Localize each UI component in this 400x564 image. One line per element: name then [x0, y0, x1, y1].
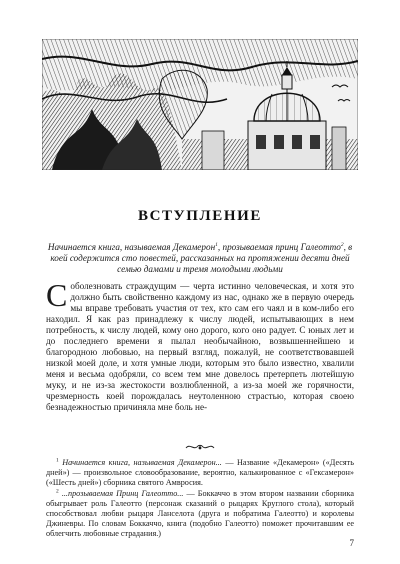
body-paragraph [46, 277, 354, 413]
subtitle-part-1: Начинается книга, называемая Декамерон [47, 242, 216, 253]
footnote-1-marker: 1 [56, 457, 59, 464]
page-number: 7 [349, 538, 354, 548]
footnotes [46, 458, 354, 540]
florence-cathedral-engraving [42, 39, 358, 170]
engraving-svg [42, 39, 358, 170]
footnote-2-lemma: ...прозываемая Принц Галеотто... [58, 489, 184, 498]
fleuron-ornament-icon [184, 442, 216, 452]
footnote-1 [46, 458, 354, 488]
subtitle-part-3: , в коей содержится сто повестей, рассказанных на протяжении десяти дней семью дамами и тремя молодыми людьми [50, 242, 353, 275]
footnote-1-text: — Название «Декамерон» («Десять дней») — произвольное словообразование, вероятно, калькированное с «Гексамерон» («Шесть дней») сборника святого Амвросия. [46, 458, 354, 487]
footnote-ref-1[interactable]: 1 [215, 242, 218, 248]
drop-cap: С [46, 277, 68, 313]
footnote-2-marker: 2 [56, 488, 59, 495]
footnote-2 [46, 489, 354, 539]
chapter-title: ВСТУПЛЕНИЕ [137, 208, 263, 224]
footnote-2-text: — Боккаччо в этом втором названии сборника обыгрывает роль Галеотто (персонаж сказаний о рыцарях Круглого стола), который способствовал любви рыцаря Ланселота (друга и побратима Галеотто) и королевы Джиневры. По словам Боккаччо, книга (подобно Галеотто) поможет прочитавшим ее облегчить любовные страдания.) [46, 489, 354, 538]
body-text-content: оболезновать страждущим — черта истинно человеческая, и хотя это должно быть свойственно каждому из нас, однако же в первую очередь мы вправе требовать участия от тех, кто сам его чаял и в ком-либо его находил. Я как раз принадлежу к числу людей, испытывающих в нем потребность, к числу людей, кому оно дорого, кого оно радует. С юных лет и до последнего времени я пылал необычайною, возвышеннейшею и благородною любовью, на первый взгляд, пожалуй, не соответствовавшей низкой моей доле, и хотя умные люди, которым это было известно, хвалили меня и весьма одобряли, со всем тем мне довелось претерпеть лютейшую муку, и не из-за жестокости возлюбленной, а из-за моей же горячности, чрезмерность коей порождалась неутоленною страстью, которая своею безнадежностью причиняла мне боль не- [46, 281, 354, 412]
chapter-subtitle [46, 240, 354, 275]
subtitle-part-2: , прозываемая принц Галеотто [217, 242, 341, 253]
footnote-ref-2[interactable]: 2 [340, 242, 344, 248]
footnote-1-lemma: Начинается книга, называемая Декамерон... [58, 458, 222, 467]
